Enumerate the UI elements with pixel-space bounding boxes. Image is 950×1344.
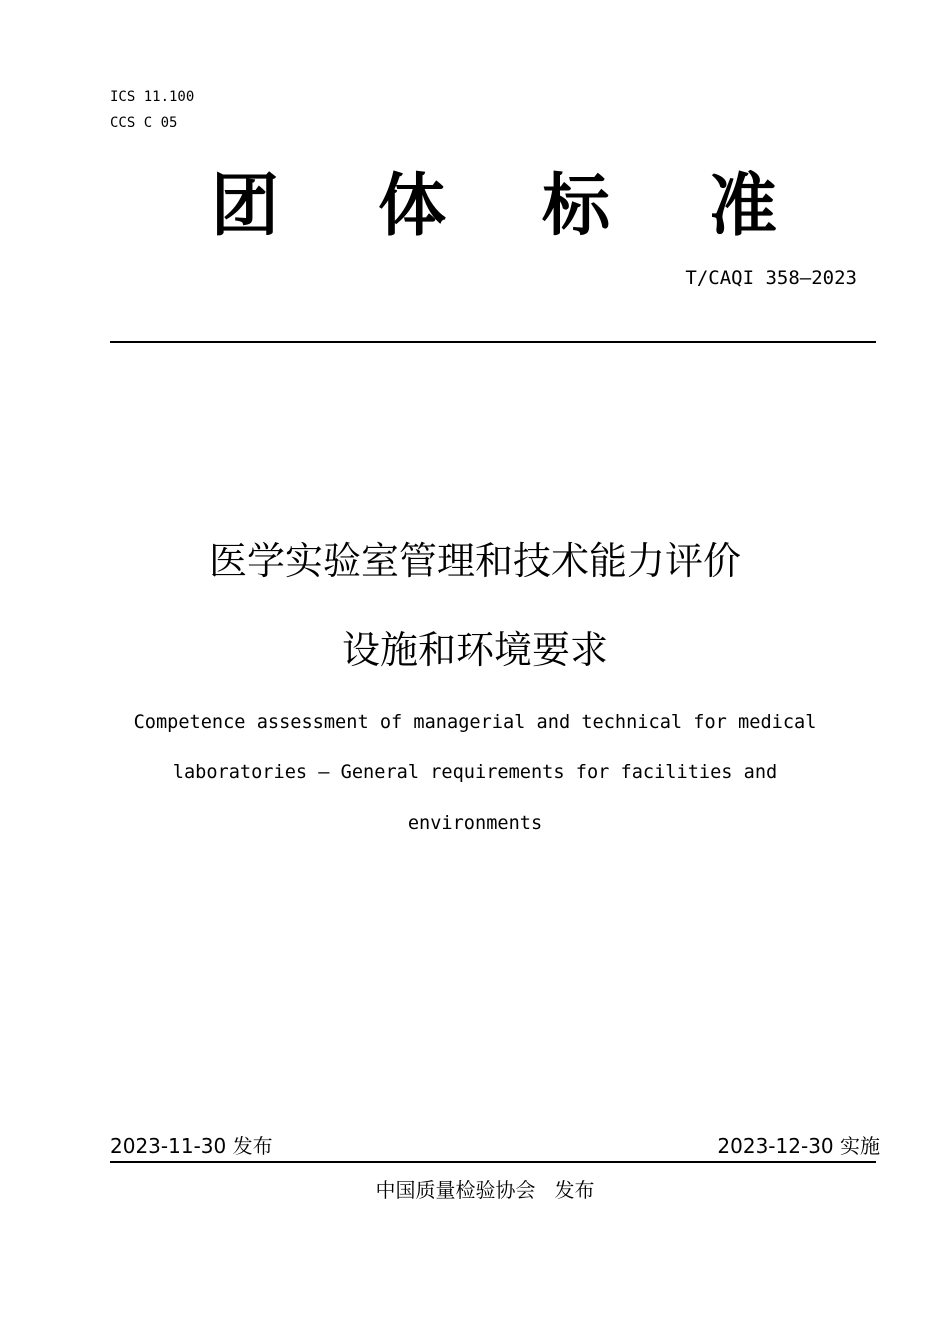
english-title-line-1: Competence assessment of managerial and technical for medical	[133, 712, 817, 733]
standard-type-char: 准	[708, 167, 777, 246]
english-title-line-2: laboratories — General requirements for facilities and	[172, 762, 778, 783]
footer-divider	[110, 1161, 876, 1163]
header-divider	[110, 341, 876, 343]
ccs-code: CCS C 05	[110, 115, 178, 131]
chinese-title-line-1: 医学实验室管理和技术能力评价	[208, 539, 741, 583]
ics-code: ICS 11.100	[110, 89, 195, 105]
implement-date: 2023-12-30 实施	[717, 1134, 880, 1158]
publisher: 中国质量检验协会 发布	[375, 1178, 595, 1202]
english-title-line-3: environments	[407, 813, 543, 834]
chinese-title-line-2: 设施和环境要求	[341, 628, 608, 672]
standard-type-char: 团	[210, 167, 279, 246]
standard-type-char: 体	[377, 167, 446, 246]
standard-number: T/CAQI 358—2023	[685, 267, 857, 289]
standard-type-char: 标	[541, 167, 610, 246]
publish-date: 2023-11-30 发布	[110, 1134, 273, 1158]
